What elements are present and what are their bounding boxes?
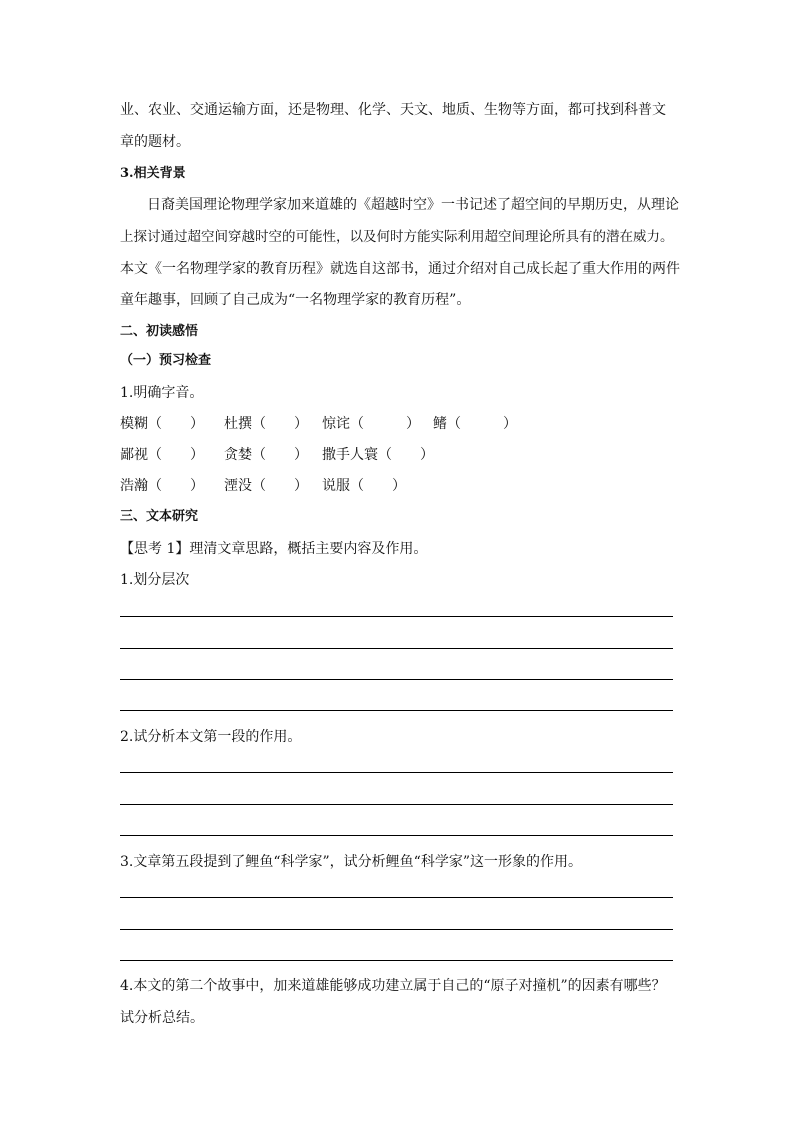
answer-line[interactable] [120,616,673,617]
question-3: 3.文章第五段提到了鲤鱼“科学家”，试分析鲤鱼“科学家”这一形象的作用。 [120,854,582,870]
background-line-1: 日裔美国理论物理学家加来道雄的《超越时空》一书记述了超空间的早期历史，从理论 [147,197,679,213]
section-3-heading: 3.相关背景 [120,166,186,181]
pronunciation-item: 湮没（ ） [224,478,308,494]
pronunciation-item: 说服（ ） [322,478,406,494]
part-2-heading: 二、初读感悟 [120,324,199,339]
question-1: 1.划分层次 [120,572,190,588]
pronunciation-item: 模糊（ ） [120,416,204,432]
answer-line[interactable] [120,804,673,805]
pronunciation-question: 1.明确字音。 [120,385,204,401]
background-line-4: 童年趣事，回顾了自己成为“一名物理学家的教育历程”。 [120,292,471,308]
pronunciation-item: 鳍（ ） [433,416,517,432]
answer-line[interactable] [120,835,673,836]
pronunciation-item: 鄙视（ ） [120,447,204,463]
answer-line[interactable] [120,960,673,961]
pronunciation-item: 贪婪（ ） [224,447,308,463]
pronunciation-item: 撒手人寰（ ） [322,447,434,463]
pronunciation-item: 杜撰（ ） [224,416,308,432]
answer-line[interactable] [120,648,673,649]
intro-line-1: 业、农业、交通运输方面，还是物理、化学、天文、地质、生物等方面，都可找到科普文 [120,102,666,118]
answer-line[interactable] [120,679,673,680]
question-2: 2.试分析本文第一段的作用。 [120,729,302,745]
pronunciation-item: 浩瀚（ ） [120,478,204,494]
answer-line[interactable] [120,772,673,773]
preview-check-heading: （一）预习检查 [120,353,212,368]
answer-line[interactable] [120,929,673,930]
part-3-heading: 三、文本研究 [120,509,199,524]
question-4-line-2: 试分析总结。 [120,1010,204,1026]
think-1-prompt: 【思考 1】理清文章思路，概括主要内容及作用。 [120,541,428,557]
background-line-3: 本文《一名物理学家的教育历程》就选自这部书，通过介绍对自己成长起了重大作用的两件 [120,261,680,277]
background-line-2: 上探讨通过超空间穿越时空的可能性，以及何时方能实际利用超空间理论所具有的潜在威力。 [120,229,674,245]
question-4-line-1: 4.本文的第二个故事中，加来道雄能够成功建立属于自己的“原子对撞机”的因素有哪些？ [120,978,666,994]
pronunciation-item: 惊诧（ ） [322,416,420,432]
answer-line[interactable] [120,710,673,711]
answer-line[interactable] [120,897,673,898]
intro-line-2: 章的题材。 [120,134,190,150]
